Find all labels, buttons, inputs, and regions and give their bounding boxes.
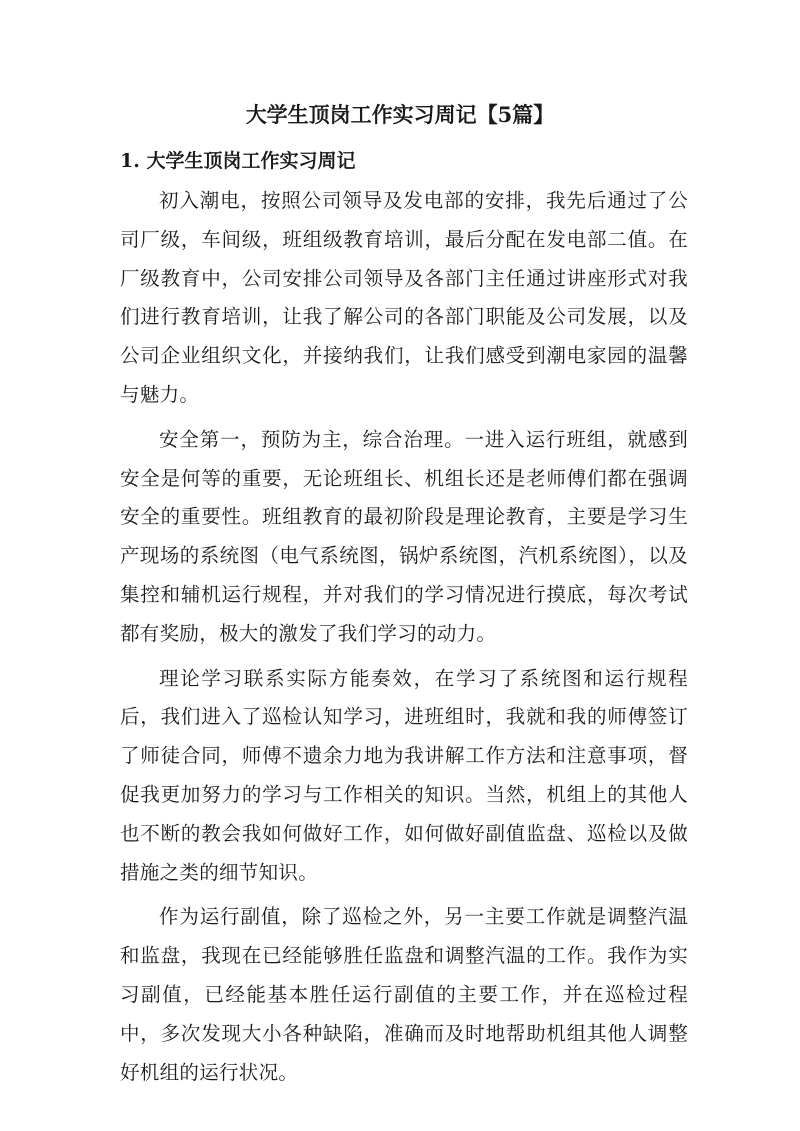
- paragraph: 初入潮电，按照公司领导及发电部的安排，我先后通过了公司厂级，车间级，班组级教育培训，最后分配在发电部二值。在厂级教育中，公司安排公司领导及各部门主任通过讲座形式对我们进行教育培训，让我了解公司的各部门职能及公司发展，以及公司企业组织文化，并接纳我们，让我们感受到潮电家园的温馨与魅力。: [120, 189, 688, 406]
- body-text: [120, 182, 688, 1098]
- paragraph: 作为运行副值，除了巡检之外，另一主要工作就是调整汽温和监盘，我现在已经能够胜任监盘和调整汽温的工作。我作为实习副值，已经能基本胜任运行副值的主要工作，并在巡检过程中，多次发现大小各种缺陷，准确而及时地帮助机组其他人调整好机组的运行状况。: [120, 905, 688, 1084]
- document-title: 大学生顶岗工作实习周记【5篇】: [245, 102, 555, 127]
- paragraph: 理论学习联系实际方能奏效，在学习了系统图和运行规程后，我们进入了巡检认知学习，进班组时，我就和我的师傅签订了师徒合同，师傅不遗余力地为我讲解工作方法和注意事项，督促我更加努力的学习与工作相关的知识。当然，机组上的其他人也不断的教会我如何做好工作，如何做好副值监盘、巡检以及做措施之类的细节知识。: [120, 666, 688, 884]
- section-heading: 1. 大学生顶岗工作实习周记: [120, 150, 356, 172]
- paragraph: 安全第一，预防为主，综合治理。一进入运行班组，就感到安全是何等的重要，无论班组长、机组长还是老师傅们都在强调安全的重要性。班组教育的最初阶段是理论教育，主要是学习生产现场的系统图（电气系统图，锅炉系统图，汽机系统图），以及集控和辅机运行规程，并对我们的学习情况进行摸底，每次考试都有奖励，极大的激发了我们学习的动力。: [120, 427, 688, 645]
